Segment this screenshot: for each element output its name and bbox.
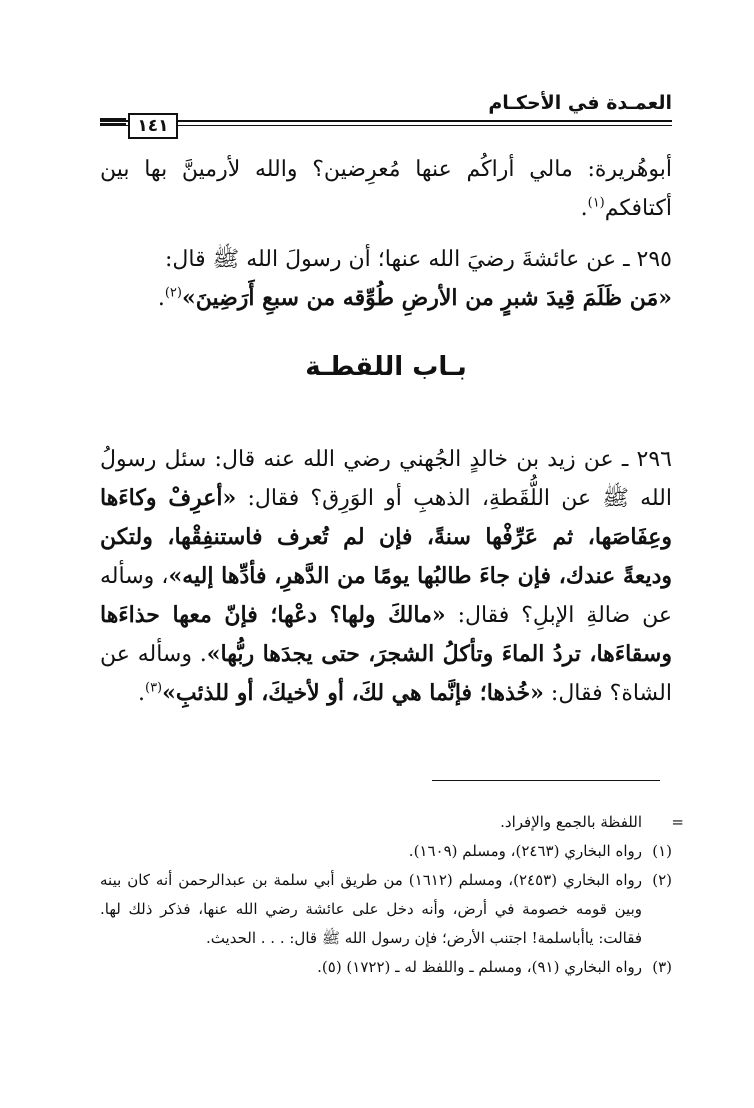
footnote-text: رواه البخاري (٢٤٥٣)، ومسلم (١٦١٢) من طريق أبي سلمة بن عبدالرحمن أنه كان بينه وبين قومه خصومة في أرض، وأنه دخل على عائشة رضي الله عنها، فذكر ذلك لها. فقالت: ياأباسلمة! اجتنب الأرض؛ فإن رسول الله ﷺ قال: . . . الحديث. (100, 871, 642, 947)
footnote-ref-1: (١) (587, 195, 605, 211)
section-heading: بـاب اللقطـة (305, 352, 467, 382)
period: . (580, 196, 588, 221)
hadith-intro: ٢٩٥ ـ عن عائشةَ رضيَ الله عنها؛ أن رسولَ الله ﷺ قال: (165, 247, 672, 272)
page-number-ornament (100, 118, 126, 130)
hadith-quote-2: «مالكَ ولها؟ دعْها؛ فإنّ معها حذاءَها وسقاءَها، تردُ الماءَ وتأكلُ الشجرَ، حتى يجدَها ربُّها» (100, 602, 672, 667)
hadith-296 (100, 440, 672, 713)
paragraph-continuation (100, 150, 672, 228)
footnote-text: رواه البخاري (٩١)، ومسلم ـ واللفظ له ـ (١٧٢٢) (٥). (317, 958, 642, 976)
narration-text: . وسأله عن الشاة؟ فقال: (100, 642, 672, 706)
page-number: ١٤١ (128, 113, 178, 139)
hadith-quote-1: «أعرِفْ وكاءَها وعِفَاصَها، ثم عَرِّفْها سنةً، فإن لم تُعرف فاستنفِقْها، ولتكن وديعةً عندك، فإن جاءَ طالبُها يومًا من الدَّهرِ، فأدِّها إليه» (100, 485, 672, 589)
footnote-1 (100, 837, 672, 866)
footnote-text: رواه البخاري (٢٤٦٣)، ومسلم (١٦٠٩). (408, 842, 642, 860)
period: . (137, 681, 145, 706)
hadith-text: «مَن ظَلَمَ قِيدَ شبرٍ من الأرضِ طُوِّقه من سبعِ أَرَضِينَ» (181, 285, 672, 311)
narration-text: ، وسأله عن ضالةِ الإبلِ؟ فقال: (100, 564, 672, 628)
footnote-marker: (٢) (652, 871, 672, 889)
footnote-3 (100, 953, 672, 982)
footnote-2 (100, 866, 672, 953)
footnote-ref-3: (٣) (144, 680, 163, 696)
continuation-marker: = (671, 813, 684, 831)
footnotes (100, 808, 684, 982)
footnote-marker: (٣) (652, 958, 672, 976)
hadith-quote-3: «خُذها؛ فإنَّما هي لكَ، أو لأخيكَ، أو للذئبِ» (162, 680, 544, 706)
footnote-ref-2: (٢) (164, 285, 182, 301)
book-title: العمـدة في الأحكـام (488, 92, 672, 114)
footnote-text: اللفظة بالجمع والإفراد. (500, 813, 642, 831)
period: . (157, 286, 165, 311)
header-rule (100, 120, 672, 126)
footnote-marker: (١) (652, 842, 672, 860)
hadith-intro: ٢٩٦ ـ عن زيد بن خالدٍ الجُهني رضي الله عنه قال: سئل رسولُ الله ﷺ عن اللُّقَطةِ، الذهبِ أو الوَرِق؟ فقال: (100, 447, 672, 511)
footnote-continuation (100, 808, 684, 837)
paragraph-text: أبوهُريرة: مالي أراكُم عنها مُعرِضين؟ والله لأرمينَّ بها بين أكتافكم (100, 157, 672, 221)
hadith-295 (100, 240, 672, 318)
footnote-separator (432, 780, 660, 781)
